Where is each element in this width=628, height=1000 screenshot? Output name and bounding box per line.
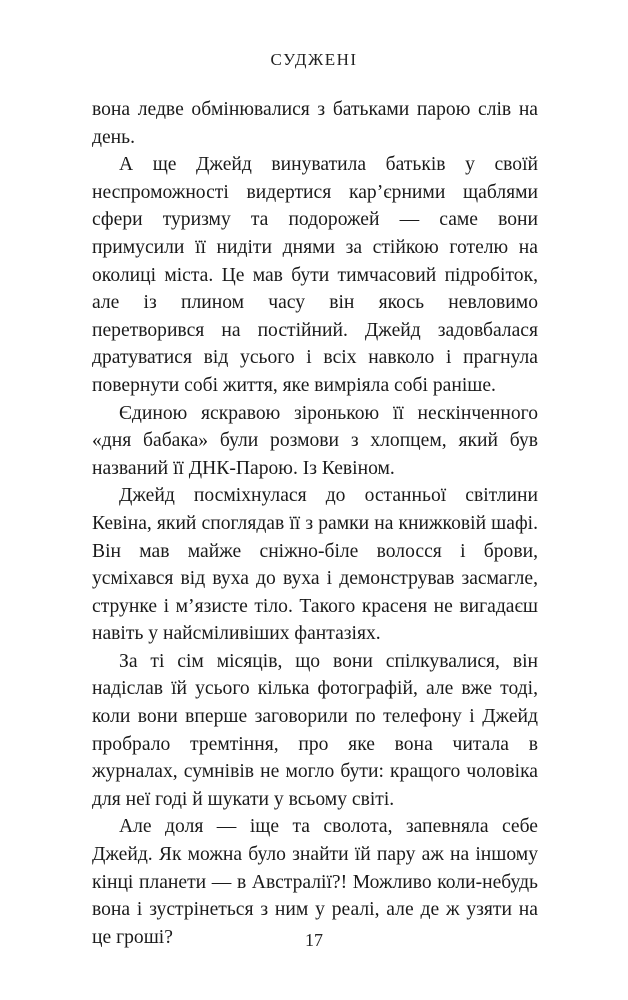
running-head: СУДЖЕНІ bbox=[270, 50, 358, 69]
body-text bbox=[92, 96, 538, 951]
paragraph: За ті сім місяців, що вони спілкувалися, він надіслав їй усього кілька фотографій, але вже тоді, коли вони вперше заговорили по телефону і Джейд пробрало тремтіння, про яке вона читала в журналах, сумнівів не могло бути: кращого чоловіка для неї годі й шукати у всьому світі. bbox=[92, 650, 538, 810]
paragraph: Але доля — іще та сволота, запевняла себе Джейд. Як можна було знайти їй пару аж на іншому кінці планети — в Австралії?! Можливо коли-небудь вона і зустрінеться з ним у реалі, але де ж узяти на це гроші? bbox=[92, 816, 538, 948]
paragraph: Єдиною яскравою зіронькою її нескінченного «дня бабака» були розмови з хлопцем, який був названий її ДНК-Парою. Із Кевіном. bbox=[92, 402, 538, 479]
page-number: 17 bbox=[305, 930, 323, 950]
paragraph: Джейд посміхнулася до останньої світлини Кевіна, який споглядав її з рамки на книжковій шафі. Він мав майже сніжно-біле волосся і брови, усміхався від вуха до вуха і демонстрував засмагле, струнке і м’язисте тіло. Такого красеня не вигадаєш навіть у найсміливіших фантазіях. bbox=[92, 485, 538, 645]
paragraph-continued: вона ледве обмінювалися з батьками парою слів на день. bbox=[92, 99, 538, 148]
paragraph: А ще Джейд винуватила батьків у своїй неспроможності видертися кар’єрними щаблями сфери туризму та подорожей — саме вони примусили її нидіти днями за стійкою готелю на околиці міста. Це мав бути тимчасовий підробіток, але із плином часу він якось невловимо перетворився на постійний. Джейд задовбалася дратуватися від усього і всіх навколо і прагнула повернути собі життя, яке вимріяла собі раніше. bbox=[92, 154, 538, 396]
